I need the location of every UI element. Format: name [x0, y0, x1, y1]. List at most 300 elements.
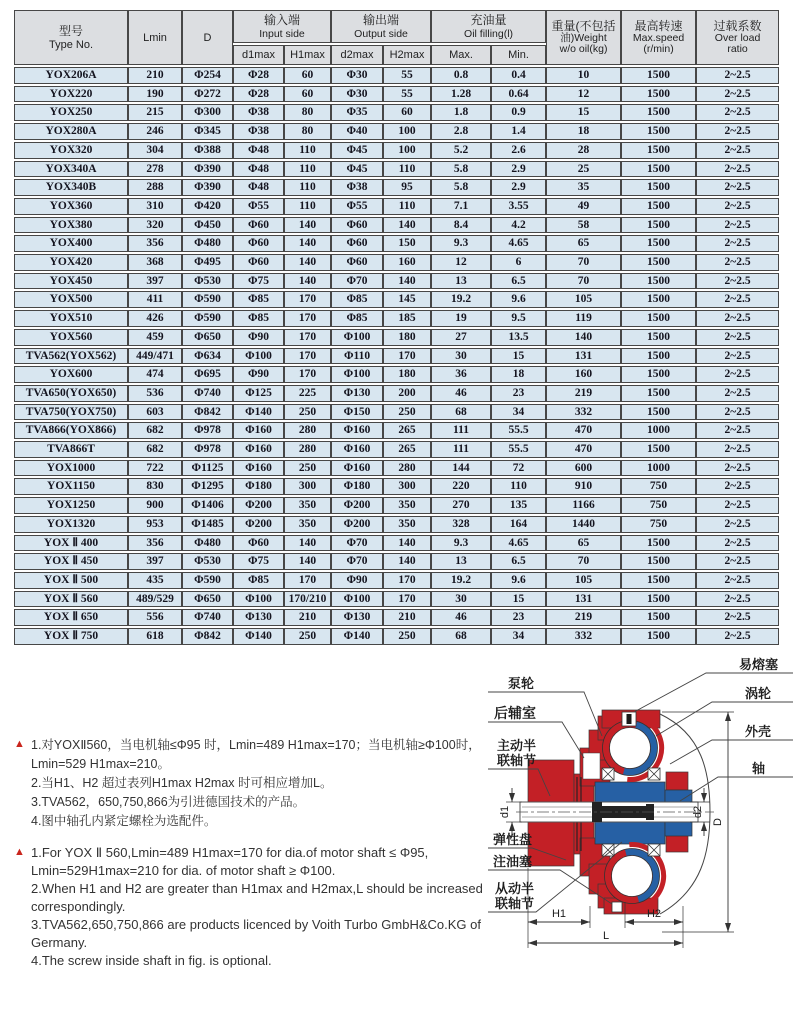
- col-header-d: D: [182, 10, 233, 65]
- group-header-output-side: 输出端 Output side: [331, 10, 431, 43]
- cell: 5.8: [431, 161, 491, 178]
- cell: 70: [546, 273, 621, 290]
- cell: 219: [546, 385, 621, 402]
- cell: 2~2.5: [696, 291, 779, 308]
- cell: 2~2.5: [696, 441, 779, 458]
- cell: Φ695: [182, 366, 233, 383]
- cell: 356: [128, 235, 182, 252]
- diagram-label-pump: 泵轮: [507, 676, 534, 691]
- cell: 160: [546, 366, 621, 383]
- cell: 6.5: [491, 553, 546, 570]
- cell: Φ60: [331, 235, 383, 252]
- cell: Φ842: [182, 628, 233, 645]
- rear-chamber-cavity: [583, 753, 600, 779]
- cell: 140: [284, 553, 331, 570]
- cell: 2.8: [431, 123, 491, 140]
- cell: 30: [431, 591, 491, 608]
- cell: 0.8: [431, 67, 491, 84]
- note-en-line: Lmin=529H1max=210 for dia. of motor shaft ≥ Φ100.: [31, 863, 336, 878]
- cell: Φ75: [233, 273, 284, 290]
- cell-type-no: YOX320: [14, 142, 128, 159]
- cell: 110: [383, 198, 431, 215]
- col-header-weight: 重量(不包括 油)Weight w/o oil(kg): [546, 10, 621, 65]
- diagram-label-elastic-disc: 弹性盘: [492, 832, 532, 847]
- cell: Φ160: [331, 441, 383, 458]
- cell: Φ90: [233, 329, 284, 346]
- notes-chinese: [14, 736, 484, 831]
- table-row: [14, 217, 779, 234]
- cell: 1000: [621, 422, 696, 439]
- diagram-label-fusible-plug: 易熔塞: [739, 657, 779, 672]
- cell: 110: [284, 161, 331, 178]
- table-row: [14, 142, 779, 159]
- cell: 10: [546, 67, 621, 84]
- table-row: [14, 422, 779, 439]
- cell: 536: [128, 385, 182, 402]
- cell: Φ1295: [182, 478, 233, 495]
- cell: 140: [284, 535, 331, 552]
- oil-filling-plug: [612, 902, 622, 912]
- cell-type-no: YOX1250: [14, 497, 128, 514]
- cell: 170: [284, 310, 331, 327]
- cell: 397: [128, 553, 182, 570]
- cell-type-no: TVA750(YOX750): [14, 404, 128, 421]
- table-row: [14, 591, 779, 608]
- table-row: [14, 235, 779, 252]
- note-en-line: Germany.: [31, 935, 88, 950]
- cell: 2~2.5: [696, 123, 779, 140]
- cell-type-no: YOX206A: [14, 67, 128, 84]
- cell: 470: [546, 422, 621, 439]
- cell: 470: [546, 441, 621, 458]
- note-en-line: 1.For YOX Ⅱ 560,Lmin=489 H1max=170 for dia.of motor shaft ≤ Φ95,: [31, 845, 429, 860]
- note-en-line: 2.When H1 and H2 are greater than H1max and H2max,L should be increased: [31, 881, 483, 896]
- cell: 556: [128, 609, 182, 626]
- cell: 270: [431, 497, 491, 514]
- cell: Φ85: [331, 291, 383, 308]
- cell: Φ130: [233, 609, 284, 626]
- table-row: [14, 385, 779, 402]
- cell: Φ180: [233, 478, 284, 495]
- cell-type-no: YOX250: [14, 104, 128, 121]
- cell: 140: [284, 254, 331, 271]
- cell: 12: [546, 86, 621, 103]
- cell: 180: [383, 329, 431, 346]
- cell: 2~2.5: [696, 179, 779, 196]
- cell-type-no: YOX280A: [14, 123, 128, 140]
- cell: 215: [128, 104, 182, 121]
- cell: Φ160: [233, 460, 284, 477]
- cell: Φ160: [233, 422, 284, 439]
- cell: Φ590: [182, 291, 233, 308]
- cell: 265: [383, 422, 431, 439]
- cell: Φ140: [233, 628, 284, 645]
- cell: 1500: [621, 291, 696, 308]
- cell: Φ28: [233, 86, 284, 103]
- cell: 55: [383, 86, 431, 103]
- col-header-type-no: 型号 Type No.: [14, 10, 128, 65]
- cell: 603: [128, 404, 182, 421]
- cell: 1500: [621, 572, 696, 589]
- cell: Φ35: [331, 104, 383, 121]
- cell-type-no: YOX220: [14, 86, 128, 103]
- cell: 100: [383, 142, 431, 159]
- cell: 1.28: [431, 86, 491, 103]
- cell: 1440: [546, 516, 621, 533]
- sub-header-h2max: H2max: [383, 45, 431, 65]
- cell: 426: [128, 310, 182, 327]
- cell: 119: [546, 310, 621, 327]
- cell: 12: [431, 254, 491, 271]
- cell: 2~2.5: [696, 161, 779, 178]
- cell: 160: [383, 254, 431, 271]
- cell: Φ740: [182, 385, 233, 402]
- cell: Φ100: [233, 348, 284, 365]
- cell: Φ150: [331, 404, 383, 421]
- cell: Φ590: [182, 310, 233, 327]
- cell: Φ450: [182, 217, 233, 234]
- table-row: [14, 161, 779, 178]
- cell: 1500: [621, 310, 696, 327]
- cell: 750: [621, 478, 696, 495]
- cell: Φ130: [331, 385, 383, 402]
- cell: 36: [431, 366, 491, 383]
- cell: Φ38: [233, 104, 284, 121]
- cell-type-no: YOX360: [14, 198, 128, 215]
- diagram-label-oil-plug: 注油塞: [492, 854, 532, 869]
- cell: 246: [128, 123, 182, 140]
- cell: 2~2.5: [696, 67, 779, 84]
- cell: 1500: [621, 86, 696, 103]
- coupling-diagram: [462, 652, 793, 1024]
- cell: 55: [383, 67, 431, 84]
- note-cn-line: Lmin=529 H1max=210。: [31, 757, 170, 771]
- table-row: [14, 516, 779, 533]
- cell-type-no: YOX340B: [14, 179, 128, 196]
- cell: Φ60: [331, 217, 383, 234]
- cell: 2~2.5: [696, 385, 779, 402]
- cell: 55.5: [491, 441, 546, 458]
- cell: Φ740: [182, 609, 233, 626]
- cell: 34: [491, 404, 546, 421]
- cell: 1500: [621, 161, 696, 178]
- cell: Φ75: [233, 553, 284, 570]
- cell: 328: [431, 516, 491, 533]
- cell: 58: [546, 217, 621, 234]
- cell: 110: [284, 142, 331, 159]
- cell-type-no: TVA866(YOX866): [14, 422, 128, 439]
- cell: 70: [546, 254, 621, 271]
- cell: Φ160: [233, 441, 284, 458]
- cell: 220: [431, 478, 491, 495]
- cell: 1500: [621, 591, 696, 608]
- cell: 1500: [621, 67, 696, 84]
- cell: 2~2.5: [696, 329, 779, 346]
- cell: 30: [431, 348, 491, 365]
- cell: 2~2.5: [696, 628, 779, 645]
- cell-type-no: TVA650(YOX650): [14, 385, 128, 402]
- cell: 111: [431, 441, 491, 458]
- dimension-H1: [528, 868, 590, 948]
- cell: Φ420: [182, 198, 233, 215]
- cell: 9.3: [431, 235, 491, 252]
- cell: Φ60: [233, 235, 284, 252]
- cell: 150: [383, 235, 431, 252]
- cell: Φ480: [182, 535, 233, 552]
- note-cn-line: 4.图中轴孔内紧定螺栓为选配件。: [31, 814, 217, 828]
- cell-type-no: YOX340A: [14, 161, 128, 178]
- cell-type-no: YOX420: [14, 254, 128, 271]
- cell: 9.3: [431, 535, 491, 552]
- diagram-label-rear-chamber: 后辅室: [494, 705, 536, 721]
- cell: 2~2.5: [696, 273, 779, 290]
- cell: Φ200: [233, 516, 284, 533]
- cell-type-no: YOX600: [14, 366, 128, 383]
- cell: 280: [383, 460, 431, 477]
- cell-type-no: YOX Ⅱ 650: [14, 609, 128, 626]
- cell: 2~2.5: [696, 198, 779, 215]
- cell: Φ55: [331, 198, 383, 215]
- sub-header-h1max: H1max: [284, 45, 331, 65]
- cell: 2~2.5: [696, 609, 779, 626]
- cell: Φ70: [331, 535, 383, 552]
- table-row: [14, 460, 779, 477]
- cell-type-no: YOX1150: [14, 478, 128, 495]
- cell: Φ30: [331, 67, 383, 84]
- cell: 4.65: [491, 235, 546, 252]
- table-row: [14, 366, 779, 383]
- cell: Φ200: [331, 497, 383, 514]
- cell: Φ60: [233, 535, 284, 552]
- cell: 250: [383, 628, 431, 645]
- cell: 110: [491, 478, 546, 495]
- cell: 2~2.5: [696, 460, 779, 477]
- cell: Φ345: [182, 123, 233, 140]
- cell: Φ48: [233, 179, 284, 196]
- cell: Φ40: [331, 123, 383, 140]
- cell: 140: [383, 553, 431, 570]
- cell: 830: [128, 478, 182, 495]
- cell: Φ1125: [182, 460, 233, 477]
- table-row: [14, 535, 779, 552]
- cell: 2~2.5: [696, 572, 779, 589]
- cell: 1500: [621, 235, 696, 252]
- cell: 300: [383, 478, 431, 495]
- cell: 135: [491, 497, 546, 514]
- cell: 140: [383, 535, 431, 552]
- cell: Φ140: [331, 628, 383, 645]
- cell: 5.8: [431, 179, 491, 196]
- cell: 144: [431, 460, 491, 477]
- table-row: [14, 254, 779, 271]
- cell: 265: [383, 441, 431, 458]
- note-cn-line: 2.当H1、H2 超过表列H1max H2max 时可相应增加L。: [31, 776, 333, 790]
- cell: Φ634: [182, 348, 233, 365]
- cell: 164: [491, 516, 546, 533]
- cell: 23: [491, 609, 546, 626]
- cell: 2~2.5: [696, 310, 779, 327]
- dim-label-H1: H1: [551, 908, 567, 920]
- cell: 250: [284, 404, 331, 421]
- cell: 170: [284, 291, 331, 308]
- cell: 250: [284, 460, 331, 477]
- cell: 397: [128, 273, 182, 290]
- cell: Φ85: [233, 572, 284, 589]
- cell: 1000: [621, 460, 696, 477]
- cell: 185: [383, 310, 431, 327]
- cell: Φ110: [331, 348, 383, 365]
- cell: 250: [383, 404, 431, 421]
- cell: 435: [128, 572, 182, 589]
- cell: Φ48: [233, 142, 284, 159]
- table-row: [14, 628, 779, 645]
- cell: 200: [383, 385, 431, 402]
- spec-table: [14, 8, 779, 647]
- cell: 1500: [621, 254, 696, 271]
- cell: 2.9: [491, 161, 546, 178]
- table-row: [14, 478, 779, 495]
- cell: 300: [284, 478, 331, 495]
- cell: 2.6: [491, 142, 546, 159]
- cell: 9.5: [491, 310, 546, 327]
- table-row: [14, 291, 779, 308]
- cell: Φ55: [233, 198, 284, 215]
- cell: 1500: [621, 609, 696, 626]
- cell-type-no: YOX Ⅱ 750: [14, 628, 128, 645]
- table-row: [14, 497, 779, 514]
- note-en-line: correspondingly.: [31, 899, 126, 914]
- dim-label-d2: d2: [692, 805, 704, 819]
- cell: 210: [284, 609, 331, 626]
- cell: Φ90: [331, 572, 383, 589]
- cell: Φ530: [182, 553, 233, 570]
- cell: Φ1406: [182, 497, 233, 514]
- cell-type-no: YOX500: [14, 291, 128, 308]
- cell: Φ140: [233, 404, 284, 421]
- cell: 1500: [621, 217, 696, 234]
- cell: Φ978: [182, 441, 233, 458]
- cell: 110: [383, 161, 431, 178]
- note-en-line: 3.TVA562,650,750,866 are products licenced by Voith Turbo GmbH&Co.KG of: [31, 917, 481, 932]
- cell: Φ254: [182, 67, 233, 84]
- cell: 65: [546, 235, 621, 252]
- table-row: [14, 198, 779, 215]
- cell: Φ28: [233, 67, 284, 84]
- cell-type-no: YOX Ⅱ 400: [14, 535, 128, 552]
- cell: 70: [546, 553, 621, 570]
- cell-type-no: YOX Ⅱ 560: [14, 591, 128, 608]
- cell: 13: [431, 273, 491, 290]
- group-header-oil-filling: 充油量 Oil filling(l): [431, 10, 546, 43]
- cell: 304: [128, 142, 182, 159]
- cell: Φ160: [331, 422, 383, 439]
- note-marker-icon: ▲: [14, 846, 25, 858]
- table-row: [14, 572, 779, 589]
- table-row: [14, 273, 779, 290]
- cell: 4.2: [491, 217, 546, 234]
- cell: 332: [546, 404, 621, 421]
- group-header-input-side: 输入端 Input side: [233, 10, 331, 43]
- cell: 49: [546, 198, 621, 215]
- spec-table-body: [14, 67, 779, 645]
- cell: 105: [546, 572, 621, 589]
- cell: 170: [284, 572, 331, 589]
- cell: 131: [546, 348, 621, 365]
- cell: 1500: [621, 142, 696, 159]
- cell: 111: [431, 422, 491, 439]
- cell: 459: [128, 329, 182, 346]
- table-row: [14, 441, 779, 458]
- cell: Φ650: [182, 329, 233, 346]
- cell: 320: [128, 217, 182, 234]
- cell: Φ125: [233, 385, 284, 402]
- cell-type-no: YOX1320: [14, 516, 128, 533]
- cell: 288: [128, 179, 182, 196]
- cell: 368: [128, 254, 182, 271]
- cell: 2~2.5: [696, 553, 779, 570]
- dim-label-d1: d1: [499, 805, 511, 819]
- cell: Φ100: [233, 591, 284, 608]
- cell: 4.65: [491, 535, 546, 552]
- cell: 60: [383, 104, 431, 121]
- cell: 910: [546, 478, 621, 495]
- cell: 6: [491, 254, 546, 271]
- diagram-label-shaft: 轴: [752, 761, 766, 776]
- note-marker-icon: ▲: [14, 738, 25, 750]
- table-row: [14, 404, 779, 421]
- cell: 19.2: [431, 572, 491, 589]
- cell: 19.2: [431, 291, 491, 308]
- spec-table-header: [14, 10, 779, 65]
- cell: 0.4: [491, 67, 546, 84]
- cell: 68: [431, 404, 491, 421]
- cell: Φ1485: [182, 516, 233, 533]
- cell: 2~2.5: [696, 142, 779, 159]
- cell: 1500: [621, 123, 696, 140]
- coupling-cross-section: [516, 710, 714, 914]
- cell-type-no: YOX1000: [14, 460, 128, 477]
- cell: Φ388: [182, 142, 233, 159]
- cell: 2.9: [491, 179, 546, 196]
- cell: 170: [284, 329, 331, 346]
- cell-type-no: YOX380: [14, 217, 128, 234]
- cell-type-no: YOX560: [14, 329, 128, 346]
- cell: 1500: [621, 628, 696, 645]
- cell: 1500: [621, 366, 696, 383]
- col-header-overload-ratio: 过载系数 Over load ratio: [696, 10, 779, 65]
- diagram-label-driven-half: 从动半: [494, 881, 534, 896]
- cell: Φ90: [233, 366, 284, 383]
- diagram-label-turbine: 涡轮: [745, 686, 772, 701]
- cell: 140: [383, 273, 431, 290]
- cell-type-no: YOX510: [14, 310, 128, 327]
- cell: Φ85: [233, 291, 284, 308]
- sub-header-d1max: d1max: [233, 45, 284, 65]
- cell: 27: [431, 329, 491, 346]
- cell: 350: [383, 516, 431, 533]
- cell: Φ495: [182, 254, 233, 271]
- cell: 19: [431, 310, 491, 327]
- table-row: [14, 348, 779, 365]
- dim-label-L: L: [602, 930, 610, 942]
- note-cn-line: 1.对YOXⅡ560，当电机轴≤Φ95 时，Lmin=489 H1max=170；当电机轴≥Φ100时，: [31, 738, 481, 752]
- cell: 170: [284, 348, 331, 365]
- cell: 140: [546, 329, 621, 346]
- cell: 280: [284, 441, 331, 458]
- cell: Φ45: [331, 161, 383, 178]
- cell: Φ530: [182, 273, 233, 290]
- table-row: [14, 553, 779, 570]
